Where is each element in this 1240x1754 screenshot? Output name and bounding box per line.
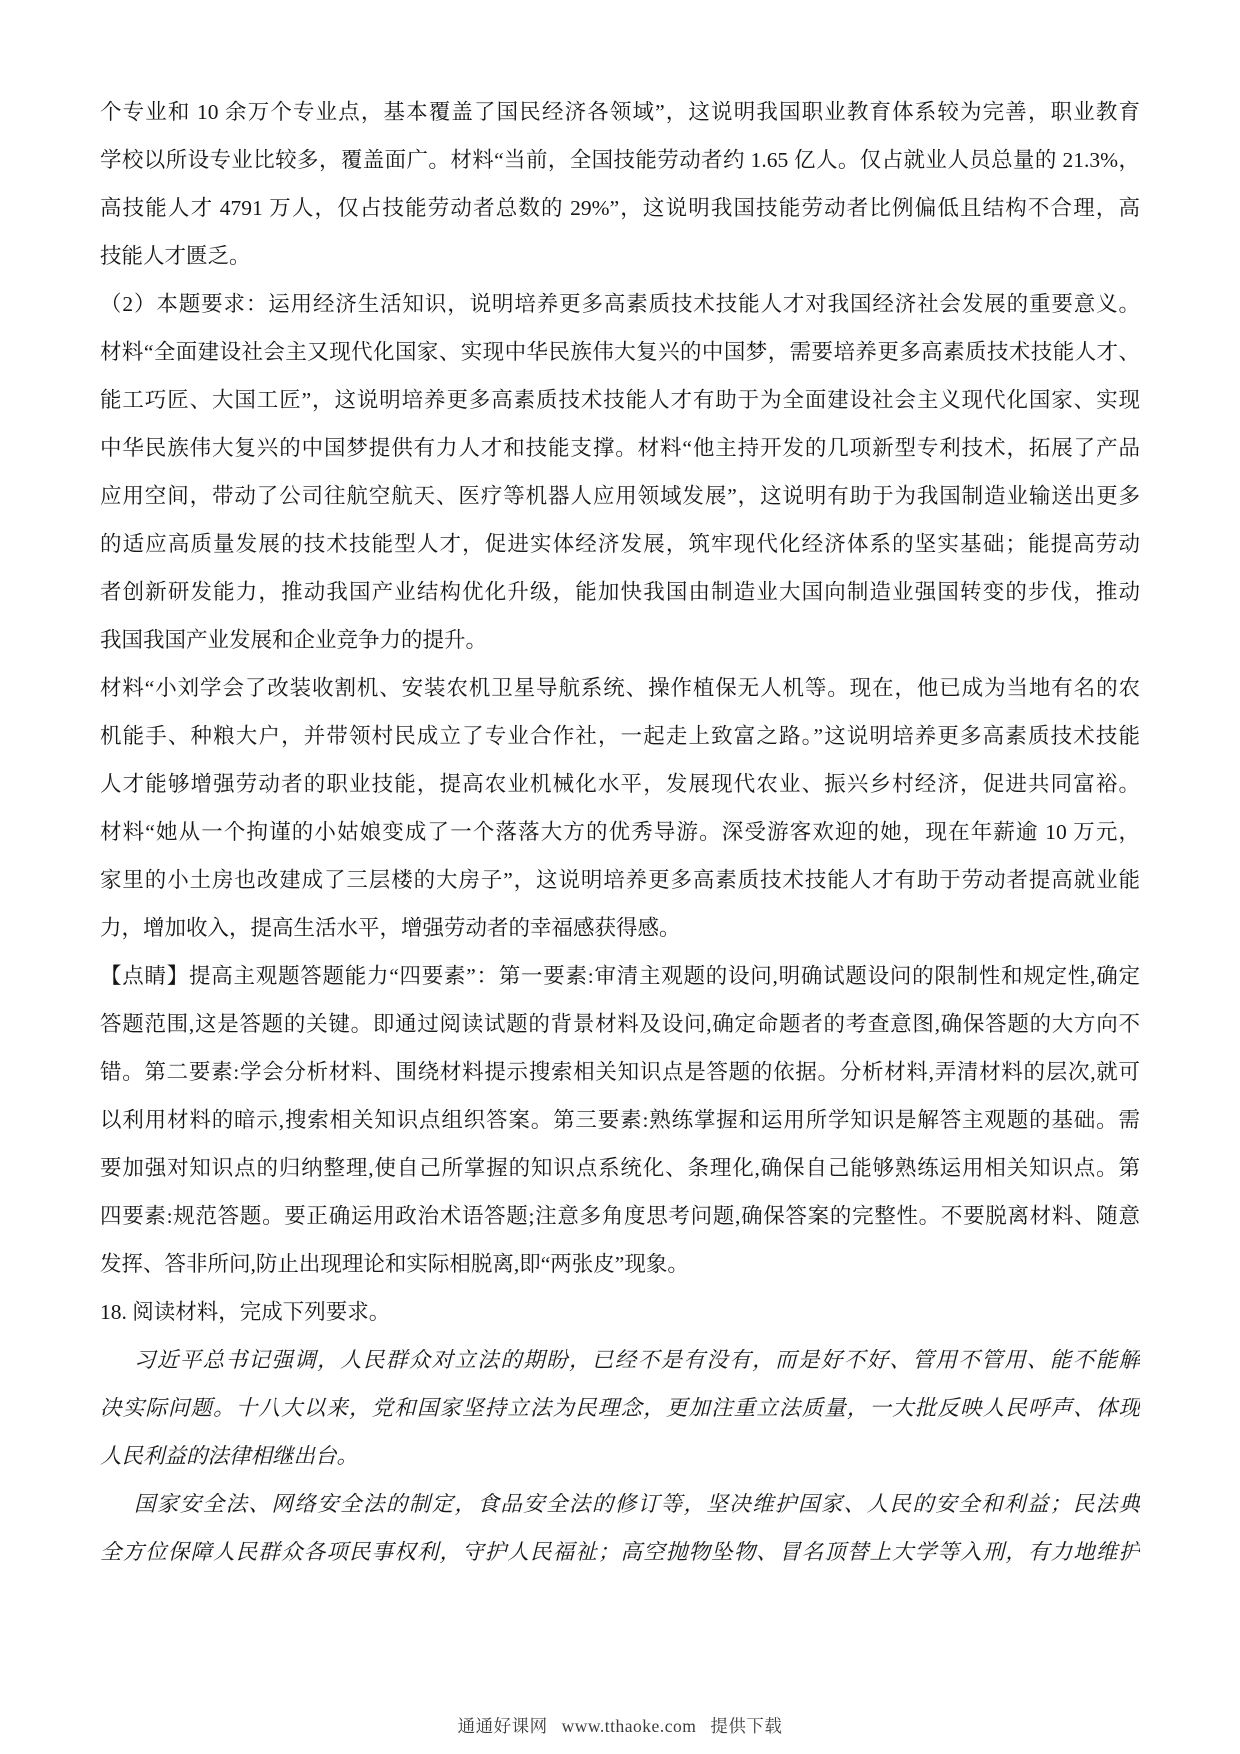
text-line: 者创新研发能力，推动我国产业结构优化升级，能加快我国由制造业大国向制造业强国转变的步伐，推动 — [100, 580, 1140, 604]
text-line: 【点睛】提高主观题答题能力“四要素”：第一要素:审清主观题的设问,明确试题设问的限制性和规定性,确定 — [100, 964, 1140, 988]
text-line: 个专业和 10 余万个专业点，基本覆盖了国民经济各领域”，这说明我国职业教育体系较为完善，职业教育 — [100, 100, 1140, 124]
text-line: 人才能够增强劳动者的职业技能，提高农业机械化水平，发展现代农业、振兴乡村经济，促进共同富裕。 — [100, 772, 1140, 796]
text-line: 决实际问题。十八大以来，党和国家坚持立法为民理念，更加注重立法质量，一大批反映人民呼声、体现 — [100, 1396, 1140, 1420]
text-line: 的适应高质量发展的技术技能型人才，促进实体经济发展，筑牢现代化经济体系的坚实基础；能提高劳动 — [100, 532, 1140, 556]
text-line: 答题范围,这是答题的关键。即通过阅读试题的背景材料及设问,确定命题者的考查意图,确保答题的大方向不 — [100, 1012, 1140, 1036]
text-line: （2）本题要求：运用经济生活知识，说明培养更多高素质技术技能人才对我国经济社会发展的重要意义。 — [100, 292, 1140, 316]
text-line: 能工巧匠、大国工匠”，这说明培养更多高素质技术技能人才有助于为全面建设社会主义现代化国家、实现 — [100, 388, 1140, 412]
text-line: 我国我国产业发展和企业竞争力的提升。 — [100, 628, 488, 652]
text-line: 以利用材料的暗示,搜索相关知识点组织答案。第三要素:熟练掌握和运用所学知识是解答主观题的基础。需 — [100, 1108, 1140, 1132]
text-line: 发挥、答非所问,防止出现理论和实际相脱离,即“两张皮”现象。 — [100, 1252, 689, 1276]
text-line: 学校以所设专业比较多，覆盖面广。材料“当前，全国技能劳动者约 1.65 亿人。仅占就业人员总量的 21.3%， — [100, 148, 1140, 172]
text-line: 人民利益的法律相继出台。 — [100, 1444, 359, 1468]
text-line: 材料“她从一个拘谨的小姑娘变成了一个落落大方的优秀导游。深受游客欢迎的她，现在年薪逾 10 万元， — [100, 820, 1140, 844]
text-line: 力，增加收入，提高生活水平，增强劳动者的幸福感获得感。 — [100, 916, 681, 940]
text-line: 中华民族伟大复兴的中国梦提供有力人才和技能支撑。材料“他主持开发的几项新型专利技术，拓展了产品 — [100, 436, 1140, 460]
text-line: 要加强对知识点的归纳整理,使自己所掌握的知识点系统化、条理化,确保自己能够熟练运用相关知识点。第 — [100, 1156, 1140, 1180]
text-line: 高技能人才 4791 万人，仅占技能劳动者总数的 29%”，这说明我国技能劳动者比例偏低且结构不合理，高 — [100, 196, 1140, 220]
text-line: 材料“小刘学会了改装收割机、安装农机卫星导航系统、操作植保无人机等。现在，他已成为当地有名的农 — [100, 676, 1140, 700]
page-footer — [0, 1713, 1240, 1738]
footer-site-url: www.tthaoke.com — [561, 1716, 697, 1736]
text-line: 家里的小土房也改建成了三层楼的大房子”，这说明培养更多高素质技术技能人才有助于劳动者提高就业能 — [100, 868, 1140, 892]
footer-download-note: 提供下载 — [710, 1716, 783, 1736]
text-line: 全方位保障人民群众各项民事权利，守护人民福祉；高空抛物坠物、冒名顶替上大学等入刑，有力地维护 — [100, 1540, 1140, 1564]
text-line: 四要素:规范答题。要正确运用政治术语答题;注意多角度思考问题,确保答案的完整性。不要脱离材料、随意 — [100, 1204, 1140, 1228]
document-body — [100, 88, 1140, 1576]
text-line: 技能人才匮乏。 — [100, 244, 251, 268]
text-line: 材料“全面建设社会主又现代化国家、实现中华民族伟大复兴的中国梦，需要培养更多高素质技术技能人才、 — [100, 340, 1140, 364]
text-line: 应用空间，带动了公司往航空航天、医疗等机器人应用领域发展”，这说明有助于为我国制造业输送出更多 — [100, 484, 1140, 508]
footer-site-name: 通通好课网 — [457, 1716, 548, 1736]
text-line: 国家安全法、网络安全法的制定，食品安全法的修订等，坚决维护国家、人民的安全和利益；民法典 — [134, 1492, 1140, 1516]
text-line: 机能手、种粮大户，并带领村民成立了专业合作社，一起走上致富之路。”这说明培养更多高素质技术技能 — [100, 724, 1140, 748]
text-line: 18. 阅读材料，完成下列要求。 — [100, 1300, 391, 1324]
text-line: 习近平总书记强调，人民群众对立法的期盼，已经不是有没有，而是好不好、管用不管用、能不能解 — [134, 1348, 1140, 1372]
text-line: 错。第二要素:学会分析材料、围绕材料提示搜索相关知识点是答题的依据。分析材料,弄清材料的层次,就可 — [100, 1060, 1140, 1084]
